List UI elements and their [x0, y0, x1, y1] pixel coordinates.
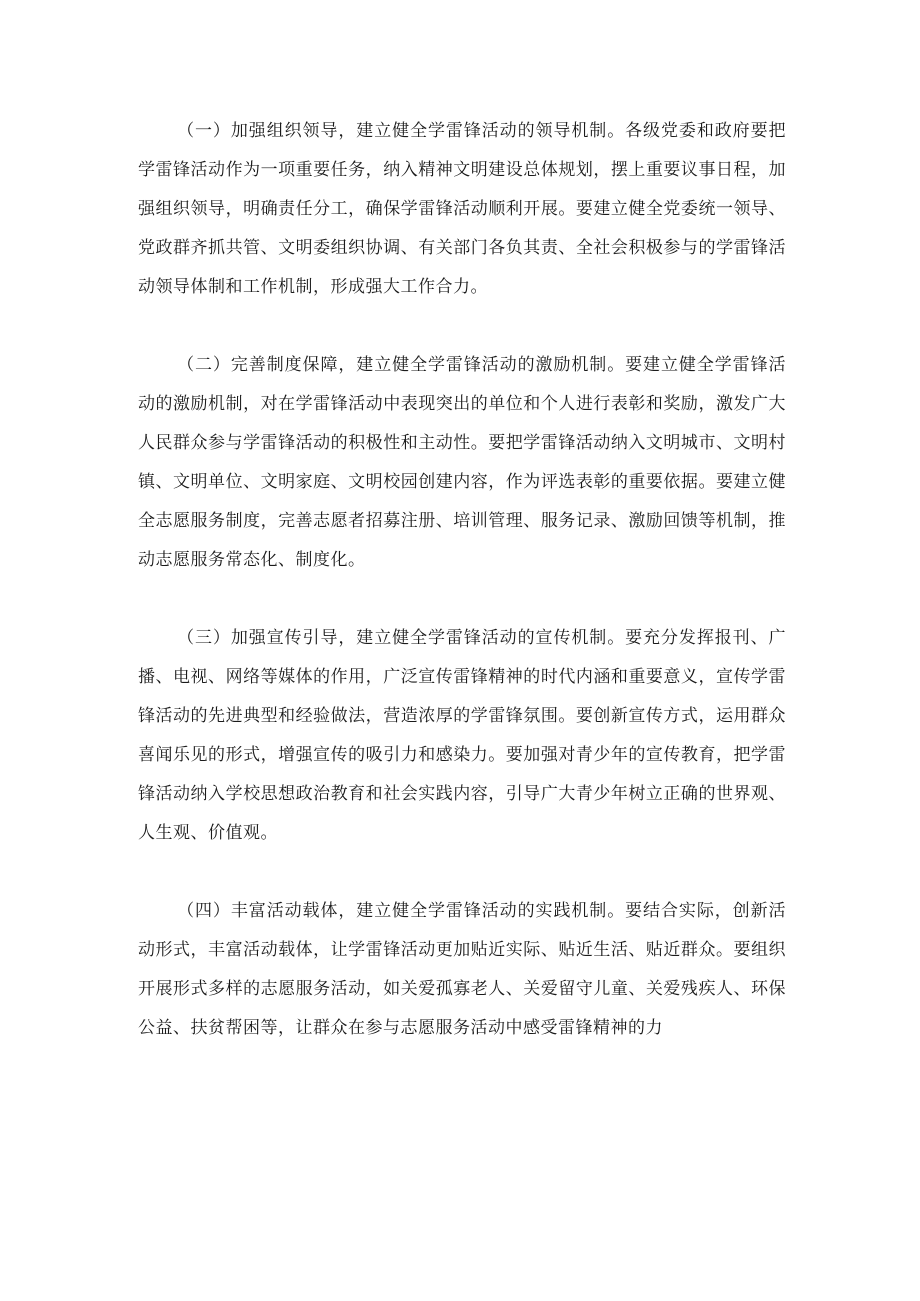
paragraph-2: （二）完善制度保障，建立健全学雷锋活动的激励机制。要建立健全学雷锋活动的激励机制，对在学雷锋活动中表现突出的单位和个人进行表彰和奖励，激发广大人民群众参与学雷锋活动的积极性和主动性。要把学雷锋活动纳入文明城市、文明村镇、文明单位、文明家庭、文明校园创建内容，作为评选表彰的重要依据。要建立健全志愿服务制度，完善志愿者招募注册、培训管理、服务记录、激励回馈等机制，推动志愿服务常态化、制度化。 [138, 355, 786, 570]
paragraph-3: （三）加强宣传引导，建立健全学雷锋活动的宣传机制。要充分发挥报刊、广播、电视、网络等媒体的作用，广泛宣传雷锋精神的时代内涵和重要意义，宣传学雷锋活动的先进典型和经验做法，营造浓厚的学雷锋氛围。要创新宣传方式，运用群众喜闻乐见的形式，增强宣传的吸引力和感染力。要加强对青少年的宣传教育，把学雷锋活动纳入学校思想政治教育和社会实践内容，引导广大青少年树立正确的世界观、人生观、价值观。 [138, 628, 786, 843]
document-body [138, 112, 786, 1048]
paragraph-4: （四）丰富活动载体，建立健全学雷锋活动的实践机制。要结合实际，创新活动形式，丰富活动载体，让学雷锋活动更加贴近实际、贴近生活、贴近群众。要组织开展形式多样的志愿服务活动，如关爱孤寡老人、关爱留守儿童、关爱残疾人、环保公益、扶贫帮困等，让群众在参与志愿服务活动中感受雷锋精神的力 [138, 901, 786, 1038]
paragraph-1: （一）加强组织领导，建立健全学雷锋活动的领导机制。各级党委和政府要把学雷锋活动作为一项重要任务，纳入精神文明建设总体规划，摆上重要议事日程，加强组织领导，明确责任分工，确保学雷锋活动顺利开展。要建立健全党委统一领导、党政群齐抓共管、文明委组织协调、有关部门各负其责、全社会积极参与的学雷锋活动领导体制和工作机制，形成强大工作合力。 [138, 121, 786, 297]
